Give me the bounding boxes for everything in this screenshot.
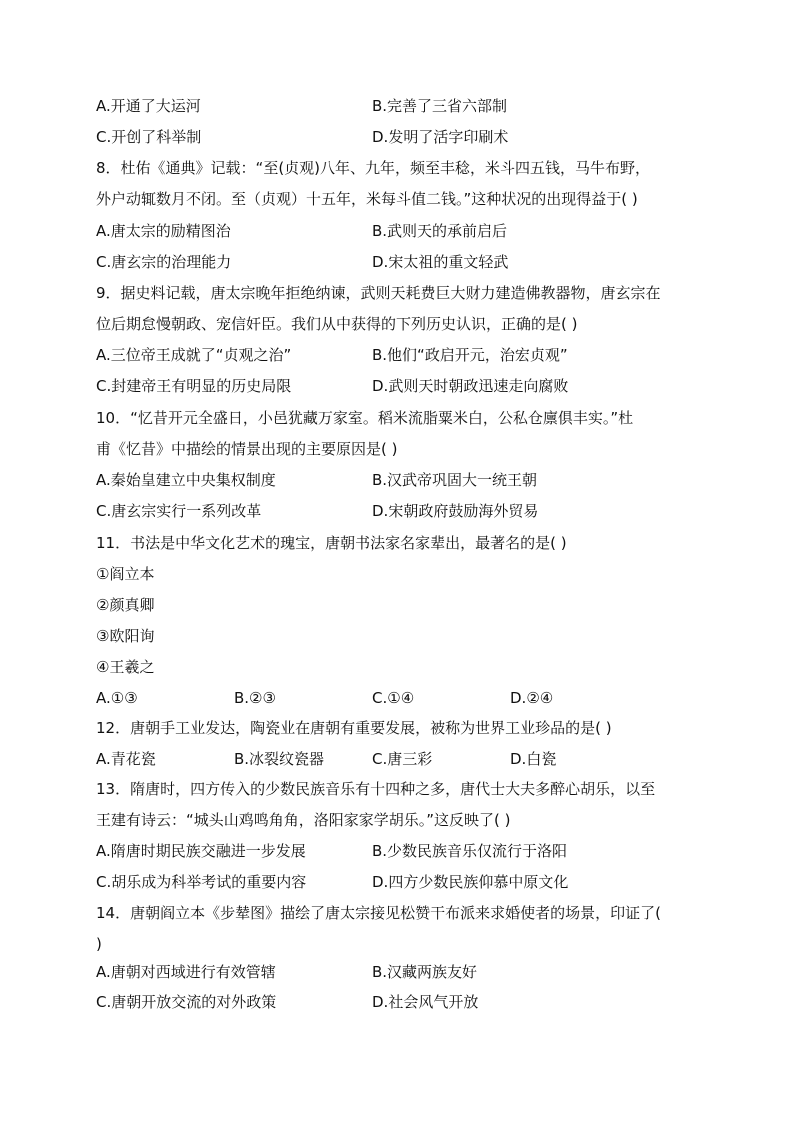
q10-option-b: B.汉武帝巩固大一统王朝 bbox=[372, 471, 538, 489]
q9-option-a: A.三位帝王成就了“贞观之治” bbox=[96, 346, 292, 364]
q8-option-d: D.宋太祖的重文轻武 bbox=[372, 253, 509, 271]
q10-stem-line2: 甫《忆昔》中描绘的情景出现的主要原因是( ) bbox=[96, 440, 398, 458]
q12-option-a: A.青花瓷 bbox=[96, 750, 156, 768]
q13-option-c: C.胡乐成为科举考试的重要内容 bbox=[96, 873, 307, 891]
q13-option-a: A.隋唐时期民族交融进一步发展 bbox=[96, 842, 306, 860]
q14-option-d: D.社会风气开放 bbox=[372, 993, 479, 1011]
q14-option-a: A.唐朝对西域进行有效管辖 bbox=[96, 963, 276, 981]
q7-option-c: C.开创了科举制 bbox=[96, 128, 202, 146]
q11-option-c: C.①④ bbox=[372, 689, 415, 707]
q12-stem: 12．唐朝手工业发达，陶瓷业在唐朝有重要发展，被称为世界工业珍品的是( ) bbox=[96, 719, 612, 737]
q13-stem-line2: 王建有诗云：“城头山鸡鸣角角，洛阳家家学胡乐。”这反映了( ) bbox=[96, 811, 511, 829]
q10-option-a: A.秦始皇建立中央集权制度 bbox=[96, 471, 276, 489]
q9-option-d: D.武则天时朝政迅速走向腐败 bbox=[372, 377, 569, 395]
q7-option-a: A.开通了大运河 bbox=[96, 97, 201, 115]
q10-option-d: D.宋朝政府鼓励海外贸易 bbox=[372, 502, 539, 520]
q7-option-b: B.完善了三省六部制 bbox=[372, 97, 508, 115]
q9-option-c: C.封建帝王有明显的历史局限 bbox=[96, 377, 292, 395]
q12-option-c: C.唐三彩 bbox=[372, 750, 433, 768]
q10-stem-line1: 10．“忆昔开元全盛日，小邑犹藏万家室。稻米流脂粟米白，公私仓廪俱丰实。”杜 bbox=[96, 409, 634, 427]
q9-stem-line1: 9．据史料记载，唐太宗晚年拒绝纳谏，武则天耗费巨大财力建造佛教器物，唐玄宗在 bbox=[96, 284, 661, 302]
q14-stem-line2: ) bbox=[96, 935, 102, 953]
q11-option-a: A.①③ bbox=[96, 689, 138, 707]
q11-option-b: B.②③ bbox=[234, 689, 276, 707]
q10-option-c: C.唐玄宗实行一系列改革 bbox=[96, 502, 262, 520]
q8-option-b: B.武则天的承前启后 bbox=[372, 222, 508, 240]
q14-option-c: C.唐朝开放交流的对外政策 bbox=[96, 993, 277, 1011]
q8-stem-line2: 外户动辄数月不闭。至（贞观）十五年，米每斗值二钱。”这种状况的出现得益于( ) bbox=[96, 190, 638, 208]
q14-option-b: B.汉藏两族友好 bbox=[372, 963, 478, 981]
q11-stem: 11．书法是中华文化艺术的瑰宝，唐朝书法家名家辈出，最著名的是( ) bbox=[96, 534, 567, 552]
q11-item-2: ②颜真卿 bbox=[96, 596, 155, 614]
q11-item-4: ④王羲之 bbox=[96, 658, 155, 676]
q9-stem-line2: 位后期怠慢朝政、宠信奸臣。我们从中获得的下列历史认识，正确的是( ) bbox=[96, 315, 578, 333]
q11-item-1: ①阎立本 bbox=[96, 565, 155, 583]
q13-option-d: D.四方少数民族仰慕中原文化 bbox=[372, 873, 569, 891]
q8-option-a: A.唐太宗的励精图治 bbox=[96, 222, 231, 240]
q11-item-3: ③欧阳询 bbox=[96, 627, 155, 645]
q8-option-c: C.唐玄宗的治理能力 bbox=[96, 253, 232, 271]
q13-option-b: B.少数民族音乐仅流行于洛阳 bbox=[372, 842, 568, 860]
q7-option-d: D.发明了活字印刷术 bbox=[372, 128, 509, 146]
q8-stem-line1: 8．杜佑《通典》记载：“至(贞观)八年、九年，频至丰稔，米斗四五钱，马牛布野， bbox=[96, 159, 651, 177]
q13-stem-line1: 13．隋唐时，四方传入的少数民族音乐有十四种之多，唐代士大夫多醉心胡乐，以至 bbox=[96, 780, 656, 798]
q9-option-b: B.他们“政启开元，治宏贞观” bbox=[372, 346, 568, 364]
q12-option-d: D.白瓷 bbox=[510, 750, 557, 768]
q11-option-d: D.②④ bbox=[510, 689, 554, 707]
q14-stem-line1: 14．唐朝阎立本《步辇图》描绘了唐太宗接见松赞干布派来求婚使者的场景，印证了( bbox=[96, 904, 661, 922]
q12-option-b: B.冰裂纹瓷器 bbox=[234, 750, 325, 768]
